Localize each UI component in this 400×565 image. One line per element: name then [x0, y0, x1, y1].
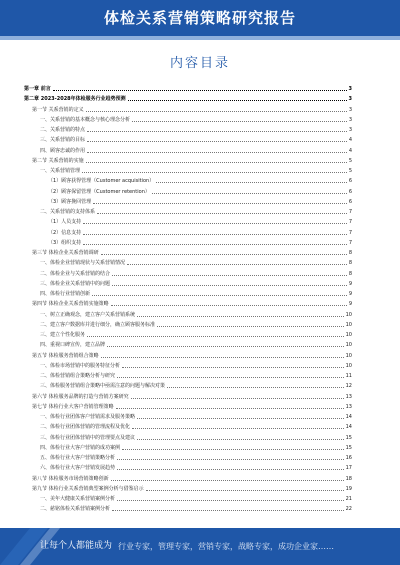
toc-leader-dots	[112, 284, 347, 286]
toc-entry-title: 二、建立客户数据库并进行细分，确立顾客服务标准	[40, 321, 156, 328]
toc-entry[interactable]	[48, 187, 352, 196]
toc-entry-page: 3	[348, 127, 352, 133]
report-header	[0, 0, 400, 40]
toc-leader-dots	[92, 294, 347, 296]
toc-entry-title: 三、体检行业团体营销中的管理要点及建议	[40, 434, 136, 441]
toc-leader-dots	[117, 458, 344, 460]
toc-entry-page: 6	[348, 178, 352, 185]
report-footer	[0, 528, 400, 565]
toc-entry-title: 第七节 体检行业大客户营销管理策略	[32, 403, 114, 410]
toc-entry-title: 四、体检行业营销创新	[40, 291, 91, 297]
toc-leader-dots	[101, 253, 347, 255]
toc-entry[interactable]	[48, 217, 352, 226]
toc-entry-title: 第四节 体检企业关系营销实施策略	[32, 301, 109, 308]
toc-leader-dots	[146, 489, 344, 491]
toc-entry-title: 第一章 前言	[24, 86, 51, 92]
toc-entry[interactable]	[40, 494, 352, 503]
toc-entry[interactable]	[32, 299, 352, 308]
toc-leader-dots	[82, 171, 347, 173]
toc-entry-page: 6	[348, 188, 352, 195]
toc-entry-page: 10	[345, 311, 352, 318]
toc-leader-dots	[137, 417, 344, 419]
toc-entry-title: （1）顾客获得管理（Customer acquisition）	[48, 178, 155, 185]
toc-entry-title: 一、体检市场营销中的服务特征分析	[40, 362, 121, 369]
toc-entry-title: 第二节 关系营销的实施	[32, 157, 84, 164]
toc-entry[interactable]	[40, 258, 352, 267]
toc-leader-dots	[156, 181, 347, 183]
toc-leader-dots	[127, 263, 347, 265]
toc-leader-dots	[117, 376, 344, 378]
toc-entry-title: 一、关系营销的基本概念与核心理念分析	[40, 116, 131, 123]
toc-entry[interactable]	[40, 453, 352, 462]
toc-entry-title: 一、关系营销管理	[40, 168, 81, 174]
toc-entry-title: （2）信息支持	[48, 229, 82, 236]
toc-entry-page: 10	[345, 332, 352, 338]
toc-entry-title: 一、体检行业团体客户营销需求及服务策略	[40, 414, 136, 420]
toc-entry[interactable]	[40, 371, 352, 380]
toc-entry-page: 18	[345, 475, 352, 482]
toc-entry[interactable]	[32, 248, 352, 257]
toc-entry-title: 第八节 体检服务市场营销策略创新	[32, 475, 109, 482]
toc-entry-page: 7	[348, 209, 352, 215]
toc-entry[interactable]	[32, 392, 352, 401]
toc-entry-title: 六、体检行业大客户营销发展趋势	[40, 465, 116, 472]
toc-leader-dots	[87, 140, 347, 142]
toc-entry[interactable]	[40, 115, 352, 124]
toc-entry[interactable]	[40, 279, 352, 288]
toc-entry-title: （3）组织支持	[48, 239, 82, 246]
toc-entry-title: 二、体检企业与关系营销的结合	[40, 270, 111, 277]
toc-entry-title: 二、关系营销的特点	[40, 127, 86, 133]
toc-entry[interactable]	[40, 422, 352, 431]
toc-leader-dots	[83, 222, 347, 224]
toc-entry-page: 10	[345, 362, 352, 369]
toc-entry-title: 一、树立正确观念，建立客户关系营销系统	[40, 311, 136, 318]
toc-leader-dots	[137, 438, 344, 440]
toc-leader-dots	[107, 345, 344, 347]
toc-entry[interactable]	[40, 310, 352, 319]
toc-entry-page: 7	[348, 219, 352, 226]
toc-entry-title: （2）顾客保留管理（Customer retention）	[48, 188, 150, 195]
toc-entry-page: 21	[345, 496, 352, 502]
toc-leader-dots	[111, 479, 344, 481]
toc-entry[interactable]	[32, 351, 352, 360]
toc-leader-dots	[157, 325, 344, 327]
toc-heading: 内容目录	[169, 56, 230, 71]
toc-leader-dots	[87, 151, 347, 153]
toc-leader-dots	[131, 397, 344, 399]
toc-entry-title: 三、体检服务营销组合策略中亟需注意的问题与解决对策	[40, 383, 166, 390]
toc-entry-page: 3	[348, 86, 352, 92]
toc-entry[interactable]	[32, 484, 352, 493]
toc-entry-page: 10	[345, 342, 352, 349]
toc-entry-page: 19	[345, 485, 352, 492]
toc-entry-page: 13	[345, 403, 352, 410]
toc-entry-title: 第一节 关系营销的定义	[32, 106, 84, 113]
toc-entry-page: 8	[348, 260, 352, 267]
toc-entry[interactable]	[48, 238, 352, 247]
toc-entry[interactable]	[40, 463, 352, 472]
toc-entry-page: 13	[345, 393, 352, 400]
toc-entry-page: 10	[345, 321, 352, 328]
toc-leader-dots	[112, 274, 347, 276]
toc-entry[interactable]	[40, 504, 352, 513]
toc-entry[interactable]	[48, 228, 352, 237]
toc-leader-dots	[97, 212, 347, 214]
toc-entry-page: 14	[345, 424, 352, 431]
toc-leader-dots	[112, 509, 344, 511]
toc-entry-page: 4	[348, 147, 352, 154]
toc-entry-page: 12	[345, 383, 352, 390]
toc-entry-page: 3	[348, 106, 352, 113]
toc-entry-page: 7	[348, 239, 352, 246]
toc-entry-page: 15	[345, 434, 352, 441]
toc-leader-dots	[87, 130, 347, 132]
toc-entry[interactable]	[40, 340, 352, 349]
toc-entry[interactable]	[48, 176, 352, 185]
toc-leader-dots	[122, 366, 344, 368]
toc-entry-page: 16	[345, 455, 352, 461]
toc-entry-title: 第三节 体检企业关系营销调研	[32, 250, 99, 256]
toc-entry-title: （3）顾客挽回管理	[48, 198, 92, 205]
toc-entry[interactable]	[40, 207, 352, 216]
toc-entry-title: 第五节 体检服务营销组合策略	[32, 352, 99, 359]
toc-entry[interactable]	[40, 381, 352, 390]
toc-entry[interactable]	[40, 443, 352, 452]
toc-leader-dots	[132, 120, 347, 122]
toc-entry-title: 四、体检行业大客户营销的成功案例	[40, 444, 121, 451]
toc-entry-title: 一、美年大健康关系营销案例分析	[40, 496, 116, 502]
toc-entry-page: 9	[348, 280, 352, 287]
toc-entry-page: 5	[348, 168, 352, 174]
toc-leader-dots	[86, 110, 347, 112]
toc-entry-page: 17	[345, 465, 352, 472]
toc-entry-page: 10	[345, 352, 352, 359]
toc-leader-dots	[116, 407, 344, 409]
toc-entry[interactable]	[40, 320, 352, 329]
toc-leader-dots	[117, 499, 344, 501]
toc-entry-title: 二、体检营销组合策略分析与研究	[40, 373, 116, 379]
toc-leader-dots	[87, 335, 344, 337]
toc-entry-page: 3	[348, 96, 352, 103]
toc-entry-title: 三、体检企业关系营销中的问题	[40, 280, 111, 287]
header-stripe	[0, 36, 400, 40]
toc-leader-dots	[86, 161, 347, 163]
toc-entry-title: 第九节 体检行业关系营销典型案例分析与借鉴启示	[32, 485, 144, 492]
toc-entry-page: 6	[348, 198, 352, 205]
toc-leader-dots	[83, 233, 347, 235]
toc-entry[interactable]	[40, 412, 352, 421]
toc-entry-page: 5	[348, 157, 352, 164]
toc-leader-dots	[53, 89, 347, 91]
toc-entry-title: 二、关系营销的支持体系	[40, 209, 96, 215]
toc-entry-title: （1）人员支持	[48, 219, 82, 226]
toc-entry-title: 第二章 2023-2028年体检服务行业趋势预测	[24, 96, 126, 103]
toc-entry[interactable]	[40, 361, 352, 370]
toc-entry[interactable]	[40, 135, 352, 144]
toc-leader-dots	[111, 304, 347, 306]
toc-entry-page: 22	[345, 506, 352, 513]
toc-entry-title: 四、顾客忠诚的作用	[40, 147, 86, 154]
toc-leader-dots	[128, 99, 347, 101]
toc-entry-title: 三、关系营销的目标	[40, 137, 86, 144]
toc-entry-page: 8	[348, 270, 352, 277]
toc-entry-page: 9	[348, 301, 352, 308]
toc-chapter-entry[interactable]	[24, 84, 352, 93]
toc-entry-title: 四、重视口碑宣传，建立品牌	[40, 342, 106, 349]
toc-chapter-entry[interactable]	[24, 94, 352, 103]
toc-leader-dots	[137, 315, 344, 317]
toc-entry[interactable]	[40, 433, 352, 442]
toc-leader-dots	[167, 386, 344, 388]
toc-entry-page: 7	[348, 229, 352, 236]
toc-leader-dots	[101, 356, 344, 358]
toc-entry-page: 15	[345, 444, 352, 451]
toc-entry[interactable]	[48, 197, 352, 206]
toc-entry-page: 3	[348, 116, 352, 123]
toc-entry-title: 一、体检企业营销现状与关系营销情况	[40, 260, 126, 267]
toc-entry-title: 三、建立个性化服务	[40, 332, 86, 338]
toc-entry-title: 第六节 体检服务品牌的打造与营销方案研究	[32, 393, 129, 400]
toc-entry-page: 14	[345, 414, 352, 420]
toc-leader-dots	[93, 202, 347, 204]
toc-entry[interactable]	[40, 289, 352, 298]
toc-leader-dots	[117, 468, 344, 470]
toc-entry-page: 4	[348, 137, 352, 144]
toc-entry-page: 8	[348, 250, 352, 256]
toc-entry-page: 11	[345, 373, 352, 379]
toc-leader-dots	[122, 448, 344, 450]
toc-entry[interactable]	[40, 269, 352, 278]
toc-leader-dots	[83, 243, 347, 245]
footer-slogan-tail: 行业专家，管理专家，营销专家，战略专家，成功企业家……	[118, 542, 334, 551]
toc-leader-dots	[132, 427, 344, 429]
toc-entry[interactable]	[40, 146, 352, 155]
toc-entry-title: 二、体检行业团体营销的管理流程及优化	[40, 424, 131, 431]
toc-entry[interactable]	[40, 166, 352, 175]
report-title: 体检关系营销策略研究报告	[103, 9, 296, 27]
toc-entry[interactable]	[32, 105, 352, 114]
toc-entry[interactable]	[40, 330, 352, 339]
toc-leader-dots	[152, 192, 347, 194]
toc-entry-title: 二、慈铭体检关系营销案例分析	[40, 506, 111, 513]
toc-entry[interactable]	[32, 402, 352, 411]
footer-slogan-lead: 让每个人都能成为	[40, 541, 113, 551]
toc-entry[interactable]	[32, 156, 352, 165]
toc-entry-page: 9	[348, 291, 352, 297]
toc-entry[interactable]	[32, 474, 352, 483]
toc-entry-title: 五、体检行业大客户营销策略分析	[40, 455, 116, 461]
toc-entry[interactable]	[40, 125, 352, 134]
